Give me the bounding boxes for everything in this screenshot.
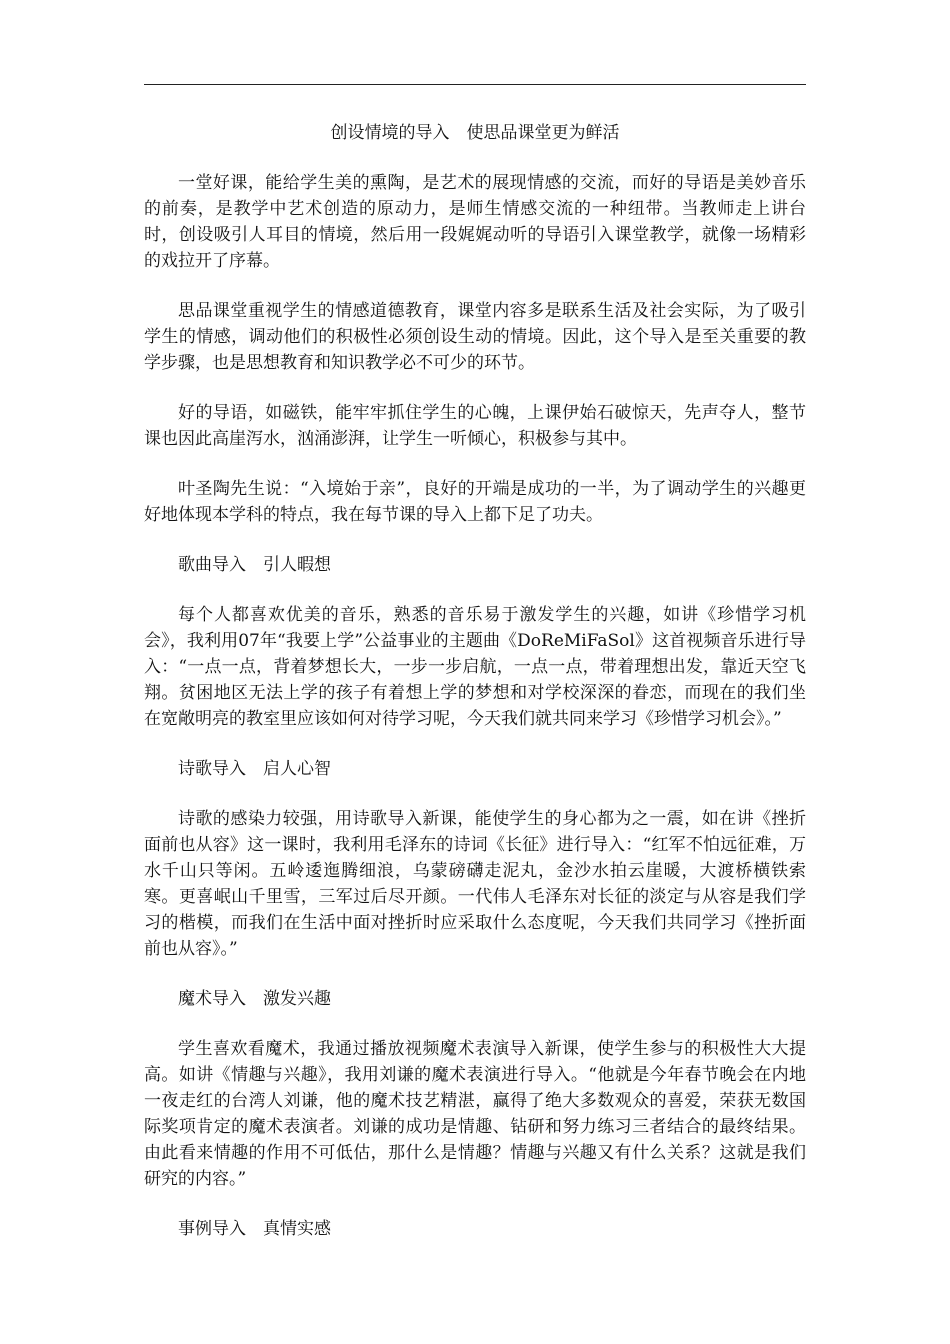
paragraph-importance: 思品课堂重视学生的情感道德教育，课堂内容多是联系生活及社会实际，为了吸引学生的情感，调动他们的积极性必须创设生动的情境。因此，这个导入是至关重要的教学步骤，也是思想教育和知识教学必不可少的环节。 [144, 301, 806, 373]
section-heading-song: 歌曲导入 引人暇想 [178, 555, 331, 575]
paragraph-good-intro: 好的导语，如磁铁，能牢牢抓住学生的心魄，上课伊始石破惊天，先声夺人，整节课也因此高崖泻水，汹涌澎湃，让学生一听倾心，积极参与其中。 [144, 403, 806, 449]
document-title: 创设情境的导入 使思品课堂更为鲜活 [330, 123, 620, 143]
paragraph-intro: 一堂好课，能给学生美的熏陶，是艺术的展现情感的交流，而好的导语是美妙音乐的前奏，是教学中艺术创造的原动力，是师生情感交流的一种纽带。当教师走上讲台时，创设吸引人耳目的情境，然后用一段娓娓动听的导语引入课堂教学，就像一场精彩的戏拉开了序幕。 [144, 173, 806, 271]
section-heading-poem: 诗歌导入 启人心智 [178, 759, 331, 779]
paragraph-poem: 诗歌的感染力较强，用诗歌导入新课，能使学生的身心都为之一震，如在讲《挫折面前也从容》这一课时，我利用毛泽东的诗词《长征》进行导入：“红军不怕远征难，万水千山只等闲。五岭逶迤腾细浪，乌蒙磅礴走泥丸，金沙水拍云崖暖，大渡桥横铁索寒。更喜岷山千里雪，三军过后尽开颜。一代伟人毛泽东对长征的淡定与从容是我们学习的楷模，而我们在生活中面对挫折时应采取什么态度呢，今天我们共同学习《挫折面前也从容》。” [144, 809, 806, 959]
section-heading-magic: 魔术导入 激发兴趣 [178, 989, 331, 1009]
paragraph-magic: 学生喜欢看魔术，我通过播放视频魔术表演导入新课，使学生参与的积极性大大提高。如讲《情趣与兴趣》，我用刘谦的魔术表演进行导入。“他就是今年春节晚会在内地一夜走红的台湾人刘谦，他的魔术技艺精湛，赢得了绝大多数观众的喜爱，荣获无数国际奖项肯定的魔术表演者。刘谦的成功是情趣、钻研和努力练习三者结合的最终结果。由此看来情趣的作用不可低估，那什么是情趣？情趣与兴趣又有什么关系？这就是我们研究的内容。” [144, 1039, 806, 1189]
section-heading-example: 事例导入 真情实感 [178, 1219, 331, 1239]
paragraph-song: 每个人都喜欢优美的音乐，熟悉的音乐易于激发学生的兴趣，如讲《珍惜学习机会》，我利用07年“我要上学”公益事业的主题曲《DoReMiFaSol》这首视频音乐进行导入：“一点一点，背着梦想长大，一步一步启航，一点一点，带着理想出发，靠近天空飞翔。贫困地区无法上学的孩子有着想上学的梦想和对学校深深的眷恋，而现在的我们坐在宽敞明亮的教室里应该如何对待学习呢，今天我们就共同来学习《珍惜学习机会》。” [144, 605, 806, 729]
paragraph-quote: 叶圣陶先生说：“入境始于亲”，良好的开端是成功的一半，为了调动学生的兴趣更好地体现本学科的特点，我在每节课的导入上都下足了功夫。 [144, 479, 806, 525]
header-rule [144, 84, 806, 85]
document-body [144, 120, 806, 1266]
